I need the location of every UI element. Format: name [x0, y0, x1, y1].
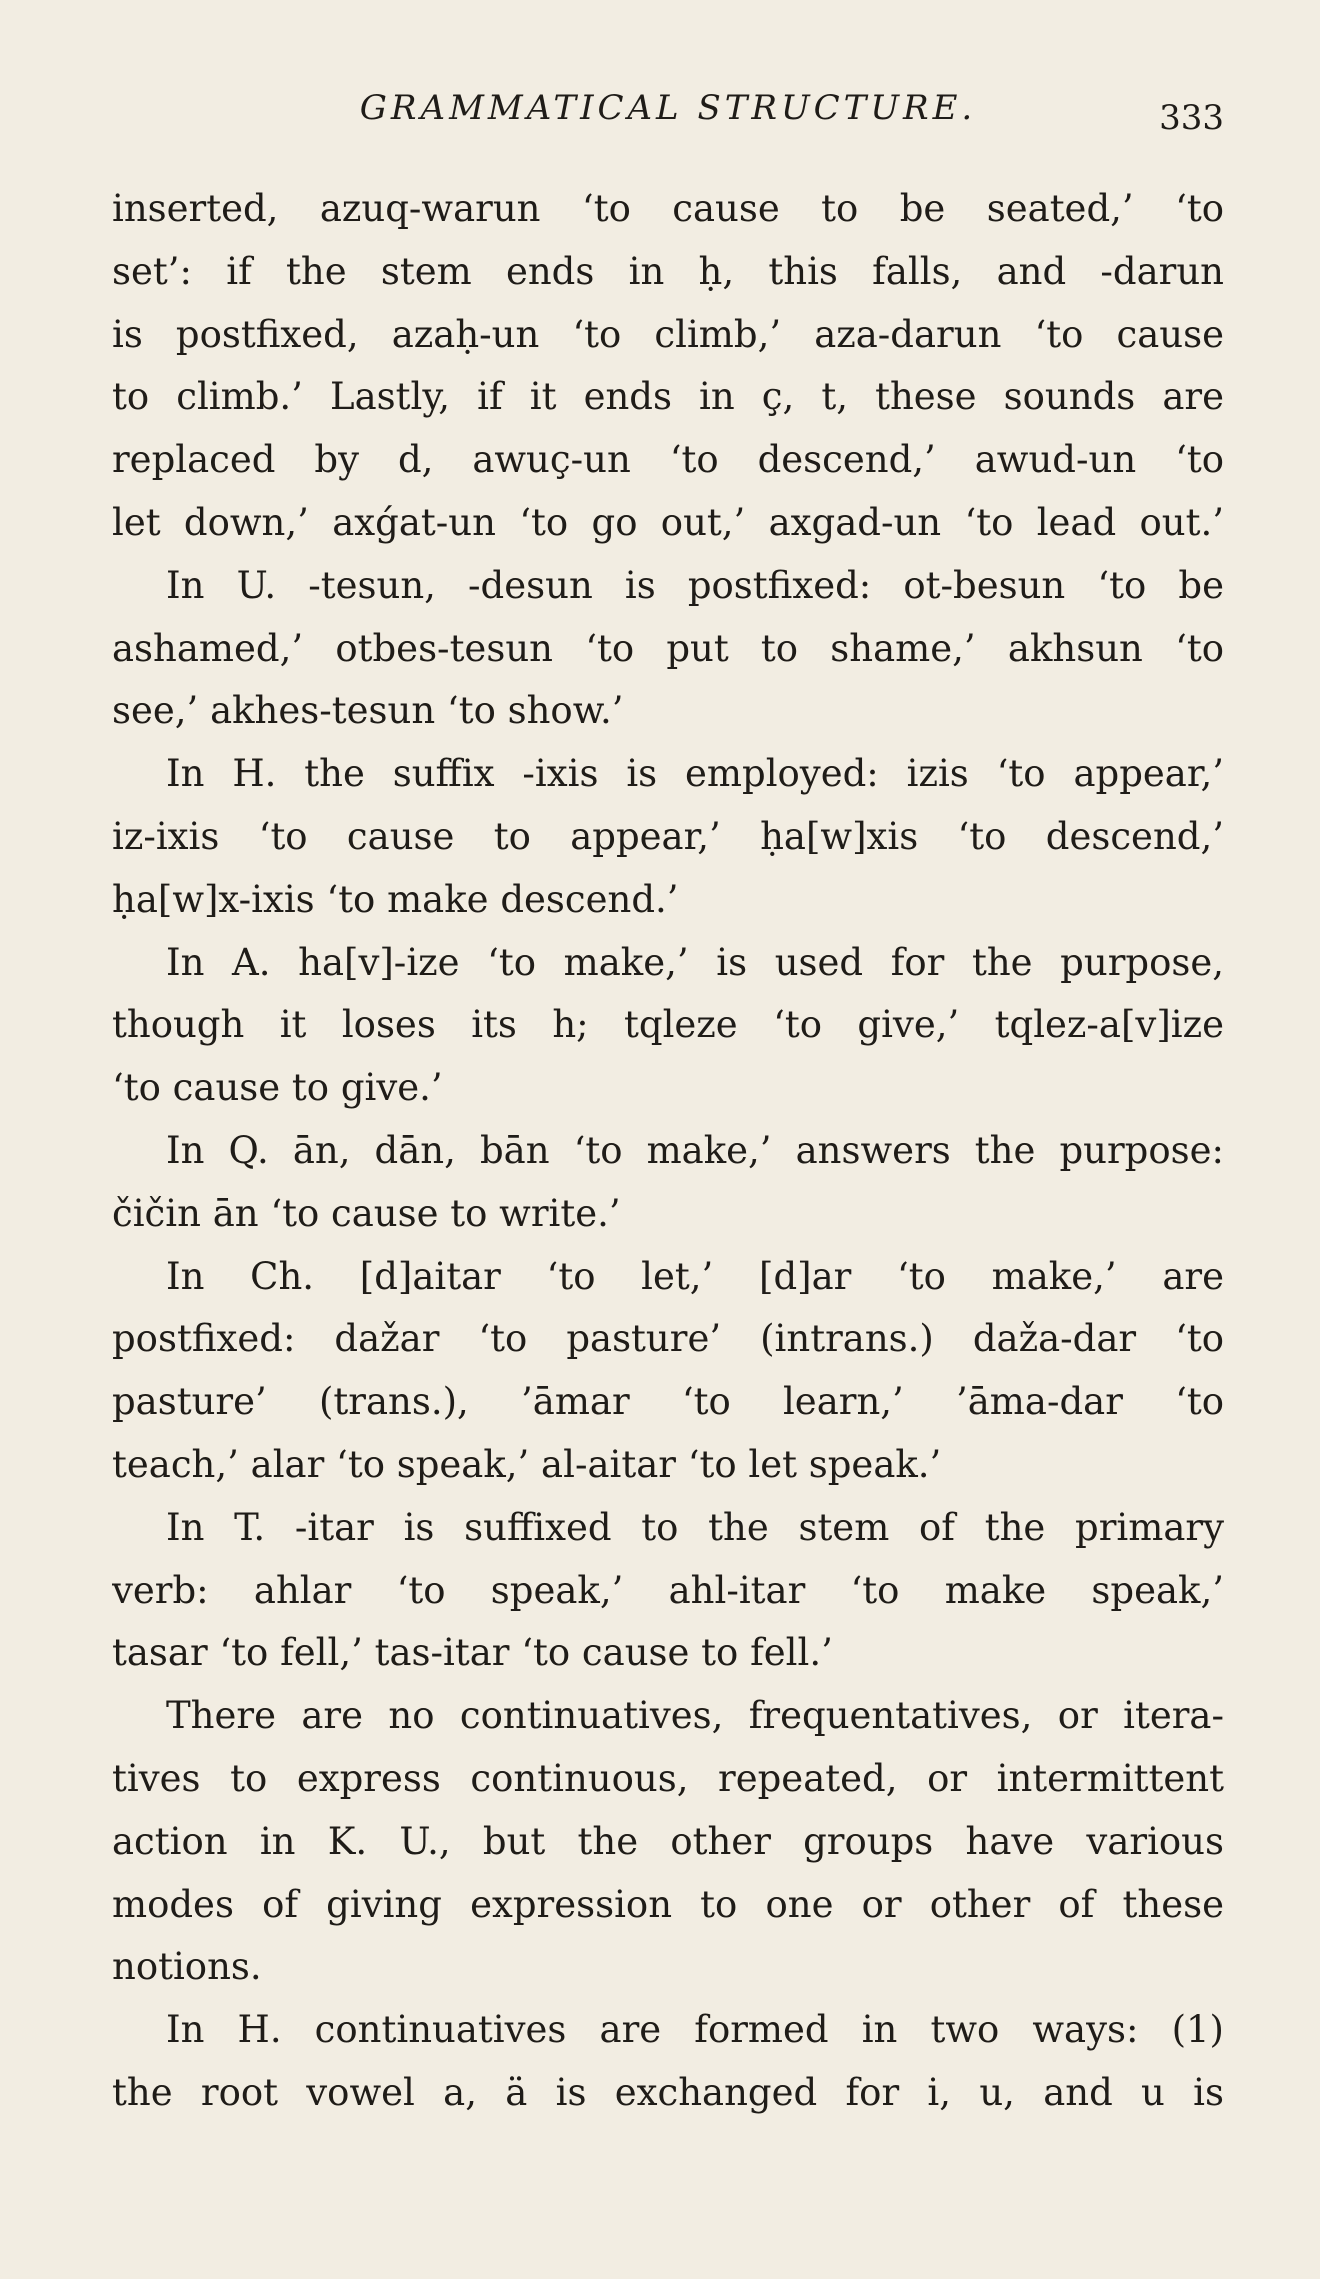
- text-line: postfixed: dažar ‘to pasture’ (intrans.) daža-dar ‘to: [112, 1317, 1224, 1361]
- text-line: to climb.’ Lastly, if it ends in ç, t, these sounds are: [112, 375, 1224, 419]
- text-line: though it loses its h; tqleze ‘to give,’ tqlez-a[v]ize: [112, 1003, 1224, 1047]
- text-line: action in K. U., but the other groups have various: [112, 1819, 1224, 1863]
- text-line: In Ch. [d]aitar ‘to let,’ [d]ar ‘to make,’ are: [166, 1254, 1224, 1298]
- running-title: GRAMMATICAL STRUCTURE.: [359, 88, 977, 128]
- paragraph: [112, 1120, 1224, 1246]
- text-line: notions.: [112, 1945, 262, 1989]
- page-header: [112, 84, 1224, 144]
- text-line: čičin ān ‘to cause to write.’: [112, 1191, 621, 1235]
- text-line: replaced by d, awuç-un ‘to descend,’ awud-un ‘to: [112, 438, 1224, 482]
- paragraph: [112, 178, 1224, 555]
- paragraph: [112, 743, 1224, 931]
- body-text: [112, 178, 1224, 2125]
- text-line: In T. -itar is suffixed to the stem of the primary: [166, 1505, 1224, 1549]
- paragraph: [112, 1685, 1224, 1999]
- text-line: the root vowel a, ä is exchanged for i, u, and u is: [112, 2070, 1224, 2114]
- text-line: In U. -tesun, -desun is postfixed: ot-besun ‘to be: [166, 563, 1224, 607]
- paragraph: [112, 555, 1224, 743]
- paragraph: [112, 1246, 1224, 1497]
- text-line: teach,’ alar ‘to speak,’ al-aitar ‘to let speak.’: [112, 1442, 942, 1486]
- text-line: modes of giving expression to one or other of these: [112, 1882, 1224, 1926]
- text-line: ḥa[w]x-ixis ‘to make descend.’: [112, 877, 679, 921]
- text-line: set’: if the stem ends in ḥ, this falls, and -darun: [112, 249, 1224, 293]
- text-line: ‘to cause to give.’: [112, 1066, 443, 1110]
- text-line: tasar ‘to fell,’ tas-itar ‘to cause to fell.’: [112, 1631, 833, 1675]
- text-line: In H. the suffix -ixis is employed: izis ‘to appear,’: [166, 752, 1224, 796]
- text-line: In Q. ān, dān, bān ‘to make,’ answers the purpose:: [166, 1128, 1224, 1172]
- text-line: let down,’ axǵat-un ‘to go out,’ axgad-un ‘to lead out.’: [112, 500, 1224, 544]
- page-number: 333: [1159, 98, 1224, 138]
- paragraph: [112, 932, 1224, 1120]
- text-line: In A. ha[v]-ize ‘to make,’ is used for the purpose,: [166, 940, 1224, 984]
- text-line: iz-ixis ‘to cause to appear,’ ḥa[w]xis ‘to descend,’: [112, 814, 1224, 858]
- paragraph: [112, 1497, 1224, 1685]
- paragraph: [112, 1999, 1224, 2125]
- text-line: There are no continuatives, frequentatives, or itera-: [166, 1694, 1224, 1738]
- text-line: In H. continuatives are formed in two ways: (1): [166, 2008, 1224, 2052]
- text-line: inserted, azuq-warun ‘to cause to be seated,’ ‘to: [112, 187, 1224, 230]
- text-line: see,’ akhes-tesun ‘to show.’: [112, 689, 624, 733]
- text-line: tives to express continuous, repeated, or intermittent: [112, 1756, 1224, 1800]
- text-line: verb: ahlar ‘to speak,’ ahl-itar ‘to make speak,’: [112, 1568, 1224, 1612]
- text-line: is postfixed, azaḥ-un ‘to climb,’ aza-darun ‘to cause: [112, 312, 1224, 356]
- text-line: pasture’ (trans.), ’āmar ‘to learn,’ ’āma-dar ‘to: [112, 1380, 1224, 1424]
- text-line: ashamed,’ otbes-tesun ‘to put to shame,’ akhsun ‘to: [112, 626, 1224, 670]
